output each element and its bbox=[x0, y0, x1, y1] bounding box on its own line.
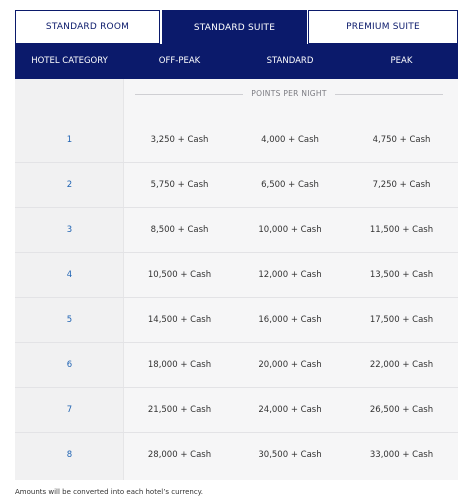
standard-value: 30,500 + Cash bbox=[258, 450, 322, 460]
standard-value: 24,000 + Cash bbox=[258, 405, 322, 415]
standard-value: 20,000 + Cash bbox=[258, 360, 322, 370]
table-row bbox=[15, 298, 458, 343]
standard-value: 10,000 + Cash bbox=[258, 225, 322, 235]
column-header-peak: PEAK bbox=[390, 56, 413, 66]
peak-value: 22,000 + Cash bbox=[369, 360, 434, 370]
points-table bbox=[15, 79, 458, 480]
table-row bbox=[15, 118, 458, 163]
peak-value: 33,000 + Cash bbox=[369, 450, 434, 460]
currency-footnote: Amounts will be converted into each hotel’s currency. bbox=[15, 488, 204, 496]
standard-value: 4,000 + Cash bbox=[261, 135, 319, 145]
standard-value: 16,000 + Cash bbox=[258, 315, 322, 325]
column-header-hotel-category: HOTEL CATEGORY bbox=[31, 56, 108, 66]
standard-value: 6,500 + Cash bbox=[261, 180, 319, 190]
hotel-category-link[interactable]: 3 bbox=[66, 225, 73, 235]
off-peak-value: 18,000 + Cash bbox=[147, 360, 212, 370]
hotel-category-link[interactable]: 7 bbox=[66, 405, 73, 415]
column-header-off-peak: OFF-PEAK bbox=[158, 56, 201, 66]
off-peak-value: 8,500 + Cash bbox=[150, 225, 209, 235]
points-per-night-subheader bbox=[135, 88, 443, 100]
peak-value: 13,500 + Cash bbox=[369, 270, 434, 280]
off-peak-value: 14,500 + Cash bbox=[147, 315, 212, 325]
room-type-tabs bbox=[15, 10, 458, 44]
hotel-category-link[interactable]: 8 bbox=[66, 450, 73, 460]
peak-value: 7,250 + Cash bbox=[372, 180, 431, 190]
peak-value: 11,500 + Cash bbox=[369, 225, 434, 235]
standard-value: 12,000 + Cash bbox=[258, 270, 322, 280]
hotel-category-link[interactable]: 6 bbox=[66, 360, 73, 370]
off-peak-value: 21,500 + Cash bbox=[147, 405, 212, 415]
peak-value: 17,500 + Cash bbox=[369, 315, 434, 325]
off-peak-value: 3,250 + Cash bbox=[150, 135, 209, 145]
hotel-category-link[interactable]: 1 bbox=[66, 135, 73, 145]
tab-standard-suite[interactable]: STANDARD SUITE bbox=[162, 10, 307, 45]
hotel-category-link[interactable]: 4 bbox=[66, 270, 73, 280]
hotel-category-link[interactable]: 2 bbox=[66, 180, 73, 190]
off-peak-value: 5,750 + Cash bbox=[150, 180, 209, 190]
tab-standard-room[interactable]: STANDARD ROOM bbox=[15, 10, 160, 44]
peak-value: 4,750 + Cash bbox=[372, 135, 431, 145]
points-per-night-label: POINTS PER NIGHT bbox=[251, 89, 327, 98]
hotel-category-link[interactable]: 5 bbox=[66, 315, 73, 325]
table-row bbox=[15, 208, 458, 253]
table-row bbox=[15, 433, 458, 478]
table-row bbox=[15, 163, 458, 208]
table-header bbox=[15, 44, 458, 79]
tab-premium-suite[interactable]: PREMIUM SUITE bbox=[308, 10, 458, 44]
off-peak-value: 28,000 + Cash bbox=[147, 450, 212, 460]
column-header-standard: STANDARD bbox=[266, 56, 314, 66]
table-row bbox=[15, 253, 458, 298]
peak-value: 26,500 + Cash bbox=[369, 405, 434, 415]
off-peak-value: 10,500 + Cash bbox=[147, 270, 212, 280]
table-row bbox=[15, 343, 458, 388]
table-row bbox=[15, 388, 458, 433]
